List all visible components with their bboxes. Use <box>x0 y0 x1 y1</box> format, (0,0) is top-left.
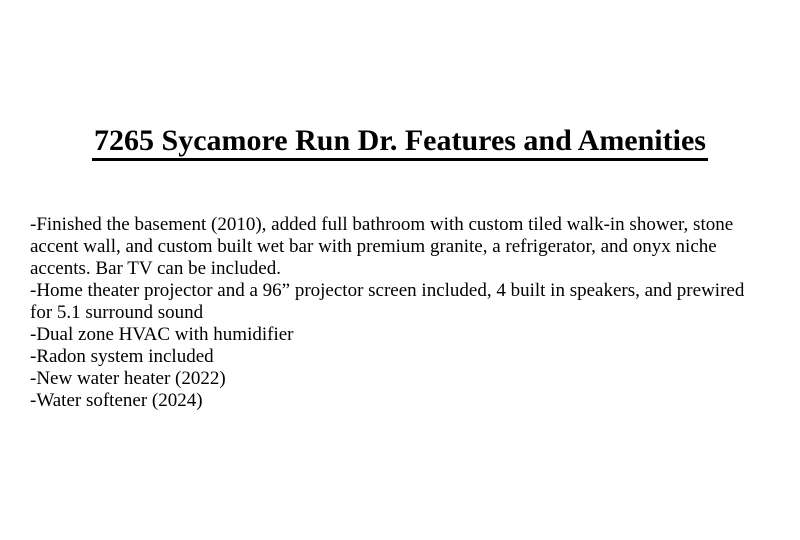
feature-item-radon <box>30 346 790 368</box>
feature-line: accents. Bar TV can be included. <box>30 258 281 279</box>
feature-line: for 5.1 surround sound <box>30 302 204 323</box>
feature-line: -Home theater projector and a 96” projector screen included, 4 built in speakers, and prewired <box>30 280 745 301</box>
feature-line: -Water softener (2024) <box>30 390 203 411</box>
feature-item-home-theater <box>30 280 790 324</box>
features-list <box>30 214 790 412</box>
feature-line: accent wall, and custom built wet bar with premium granite, a refrigerator, and onyx niche <box>30 236 717 257</box>
feature-line: -Finished the basement (2010), added full bathroom with custom tiled walk-in shower, stone <box>30 214 734 235</box>
feature-line: -New water heater (2022) <box>30 368 226 389</box>
page-title <box>0 124 800 161</box>
feature-item-hvac <box>30 324 790 346</box>
feature-line: -Dual zone HVAC with humidifier <box>30 324 294 345</box>
feature-item-water-softener <box>30 390 790 412</box>
page-title-text: 7265 Sycamore Run Dr. Features and Amenities <box>92 124 708 161</box>
feature-item-basement <box>30 214 790 280</box>
feature-line: -Radon system included <box>30 346 214 367</box>
feature-item-water-heater <box>30 368 790 390</box>
